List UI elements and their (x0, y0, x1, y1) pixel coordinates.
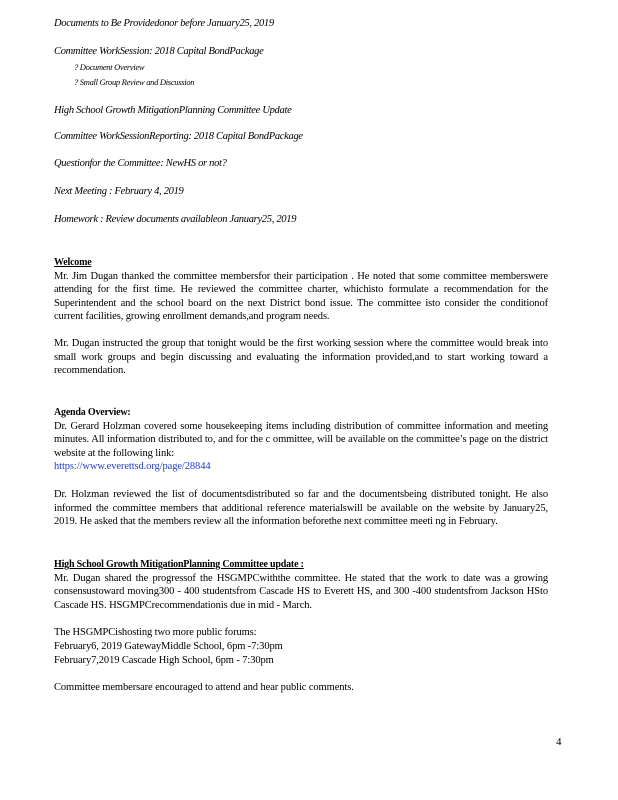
agenda-item-next-meeting: Next Meeting : February 4, 2019 (54, 186, 184, 197)
agenda-item-reporting: Committee WorkSessionReporting: 2018 Capital BondPackage (54, 131, 303, 142)
agenda-item-work-session: Committee WorkSession: 2018 Capital BondPackage (54, 46, 264, 57)
welcome-section (54, 256, 548, 378)
hsgmp-forum-1: February6, 2019 GatewayMiddle School, 6pm -7:30pm (54, 640, 283, 652)
agenda-overview-heading: Agenda Overview: (54, 407, 131, 418)
agenda-item-homework: Homework : Review documents availableon January25, 2019 (54, 214, 297, 225)
committee-page-link[interactable]: https://www.everettsd.org/page/28844 (54, 461, 211, 473)
hsgmp-closing: Committee membersare encouraged to attend and hear public comments. (54, 682, 354, 694)
welcome-heading: Welcome (54, 257, 92, 268)
agenda-overview-paragraph-1: Dr. Gerard Holzman covered some housekeeping items including distribution of committee information and meeting minutes. All information distributed to, and for the c ommittee, will be available on the committee’s page on the district website at the following link: (54, 420, 548, 459)
hsgmp-forum-2: February7,2019 Cascade High School, 6pm - 7:30pm (54, 654, 274, 666)
hsgmp-heading: High School Growth MitigationPlanning Committee update : (54, 559, 304, 570)
agenda-overview-section (54, 406, 548, 529)
welcome-paragraph-1: Mr. Jim Dugan thanked the committee membersfor their participation . He noted that some committee memberswere attending for the first time. He reviewed the committee charter, whichisto formulate a recommendation for the Superintendent and the school board on the next District bond issue. The committee isto consider the conditionof current facilities, growing enrollment demands,and program needs. (54, 270, 548, 323)
welcome-paragraph-2: Mr. Dugan instructed the group that tonight would be the first working session where the committee would break into small work groups and begin discussing and evaluating the information provided,and to start working toward a recommendation. (54, 337, 548, 377)
page-number: 4 (556, 736, 562, 748)
hsgmp-paragraph-1: Mr. Dugan shared the progressof the HSGMPCwiththe committee. He stated that the work to date was a growing consensustoward moving300 - 400 studentsfrom Cascade HS to Everett HS, and 300 -400 studentsfrom Jackson HSto Cascade HS. HSGMPCrecommendationis due in mid - March. (54, 572, 548, 611)
agenda-item-documents: Documents to Be Providedonor before January25, 2019 (54, 18, 274, 29)
hsgmp-section (54, 558, 548, 695)
agenda-overview-paragraph-2: Dr. Holzman reviewed the list of documentsdistributed so far and the documentsbeing distributed tonight. He also informed the committee members that additional reference materialswill be available on the website by January25, 2019. He asked that the members review all the information beforethe next committee meeti ng in February. (54, 488, 548, 528)
agenda-subitem-document-overview: ? Document Overview (74, 62, 145, 72)
hsgmp-forums-intro: The HSGMPCishosting two more public forums: (54, 627, 257, 639)
agenda-item-hsgmp-update: High School Growth MitigationPlanning Committee Update (54, 105, 292, 116)
agenda-subitem-small-group: ? Small Group Review and Discussion (74, 77, 195, 87)
agenda-item-question: Questionfor the Committee: NewHS or not? (54, 158, 227, 169)
